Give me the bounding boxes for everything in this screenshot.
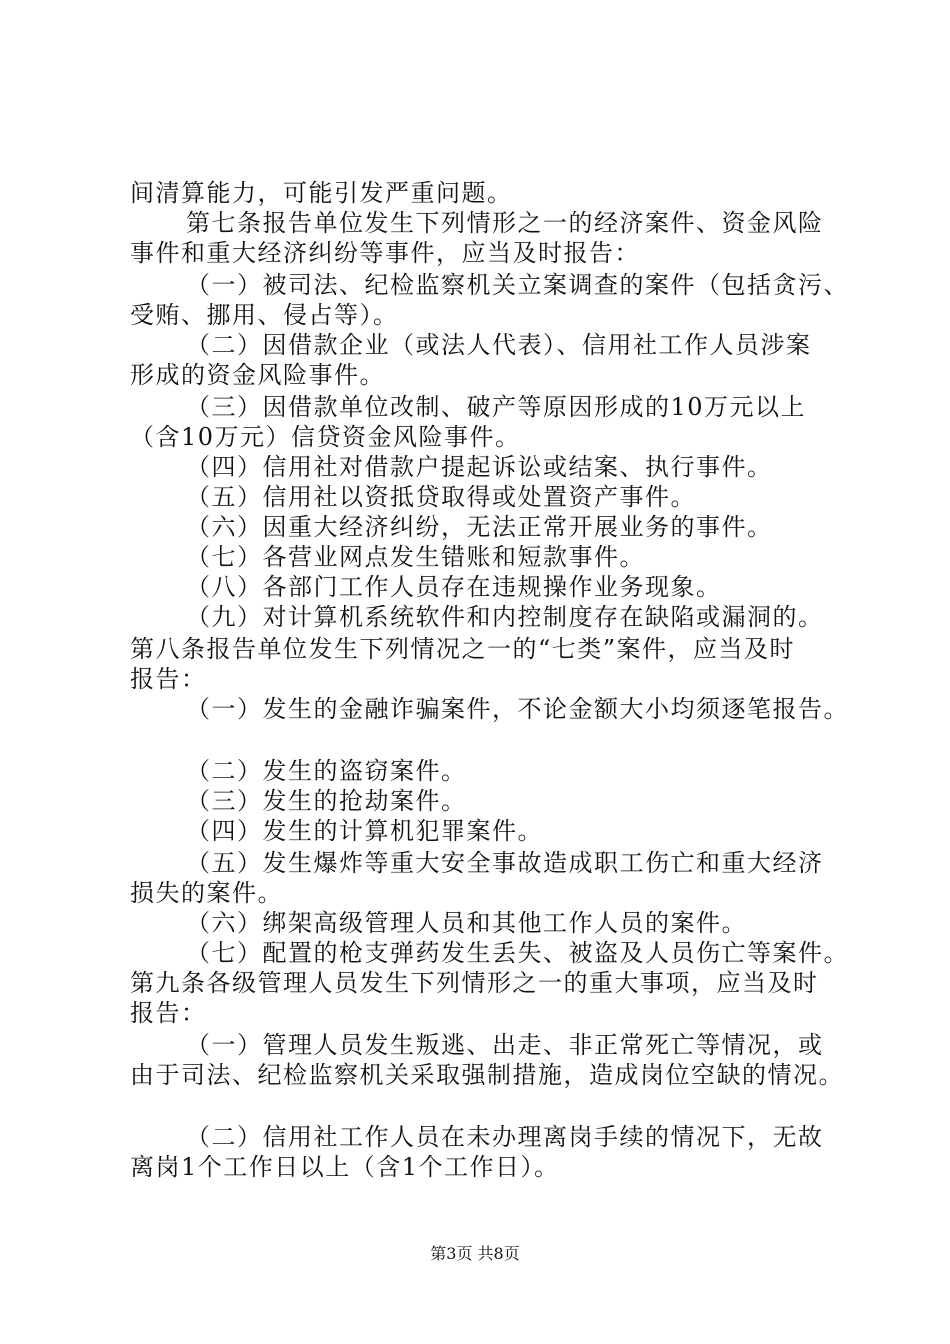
list-item: （三）发生的抢劫案件。 xyxy=(186,787,467,815)
text-line: 报告： xyxy=(130,665,207,693)
text-line: 受贿、挪用、侵占等）。 xyxy=(130,301,399,329)
list-item: （四）发生的计算机犯罪案件。 xyxy=(186,817,543,845)
list-item: （五）信用社以资抵贷取得或处置资产事件。 xyxy=(186,483,696,511)
list-item: （一）管理人员发生叛逃、出走、非正常死亡等情况，或 xyxy=(186,1031,824,1059)
list-item: （二）因借款企业（或法人代表）、信用社工作人员涉案 xyxy=(186,331,812,359)
text-line: 间清算能力，可能引发严重问题。 xyxy=(130,179,513,207)
text-line: 形成的资金风险事件。 xyxy=(130,361,385,389)
article-7-heading: 第七条报告单位发生下列情形之一的经济案件、资金风险 xyxy=(186,209,824,237)
list-item: （一）发生的金融诈骗案件，不论金额大小均须逐笔报告。 xyxy=(186,695,849,723)
list-item: （三）因借款单位改制、破产等原因形成的10万元以上 xyxy=(186,393,807,421)
article-9-heading: 第九条各级管理人员发生下列情形之一的重大事项，应当及时 xyxy=(130,969,819,997)
list-item: （二）发生的盗窃案件。 xyxy=(186,757,467,785)
page-number-footer: 第3页 共8页 xyxy=(430,1244,520,1263)
list-item: （二）信用社工作人员在未办理离岗手续的情况下，无故 xyxy=(186,1123,824,1151)
text-line: 由于司法、纪检监察机关采取强制措施，造成岗位空缺的情况。 xyxy=(130,1061,844,1089)
text-line: 事件和重大经济纠纷等事件，应当及时报告： xyxy=(130,239,640,267)
article-8-heading: 第八条报告单位发生下列情况之一的“七类”案件，应当及时 xyxy=(130,635,796,663)
list-item: （八）各部门工作人员存在违规操作业务现象。 xyxy=(186,573,722,601)
list-item: （一）被司法、纪检监察机关立案调查的案件（包括贪污、 xyxy=(186,271,849,299)
list-item: （七）配置的枪支弹药发生丢失、被盗及人员伤亡等案件。 xyxy=(186,939,849,967)
text-line: 报告： xyxy=(130,999,207,1027)
list-item: （五）发生爆炸等重大安全事故造成职工伤亡和重大经济 xyxy=(186,849,824,877)
list-item: （四）信用社对借款户提起诉讼或结案、执行事件。 xyxy=(186,453,773,481)
text-line: 损失的案件。 xyxy=(130,879,283,907)
list-item: （九）对计算机系统软件和内控制度存在缺陷或漏洞的。 xyxy=(186,603,824,631)
text-line: （含10万元）信贷资金风险事件。 xyxy=(130,423,521,451)
list-item: （七）各营业网点发生错账和短款事件。 xyxy=(186,543,645,571)
text-line: 离岗1个工作日以上（含1个工作日）。 xyxy=(130,1153,560,1181)
list-item: （六）绑架高级管理人员和其他工作人员的案件。 xyxy=(186,909,747,937)
list-item: （六）因重大经济纠纷，无法正常开展业务的事件。 xyxy=(186,513,773,541)
